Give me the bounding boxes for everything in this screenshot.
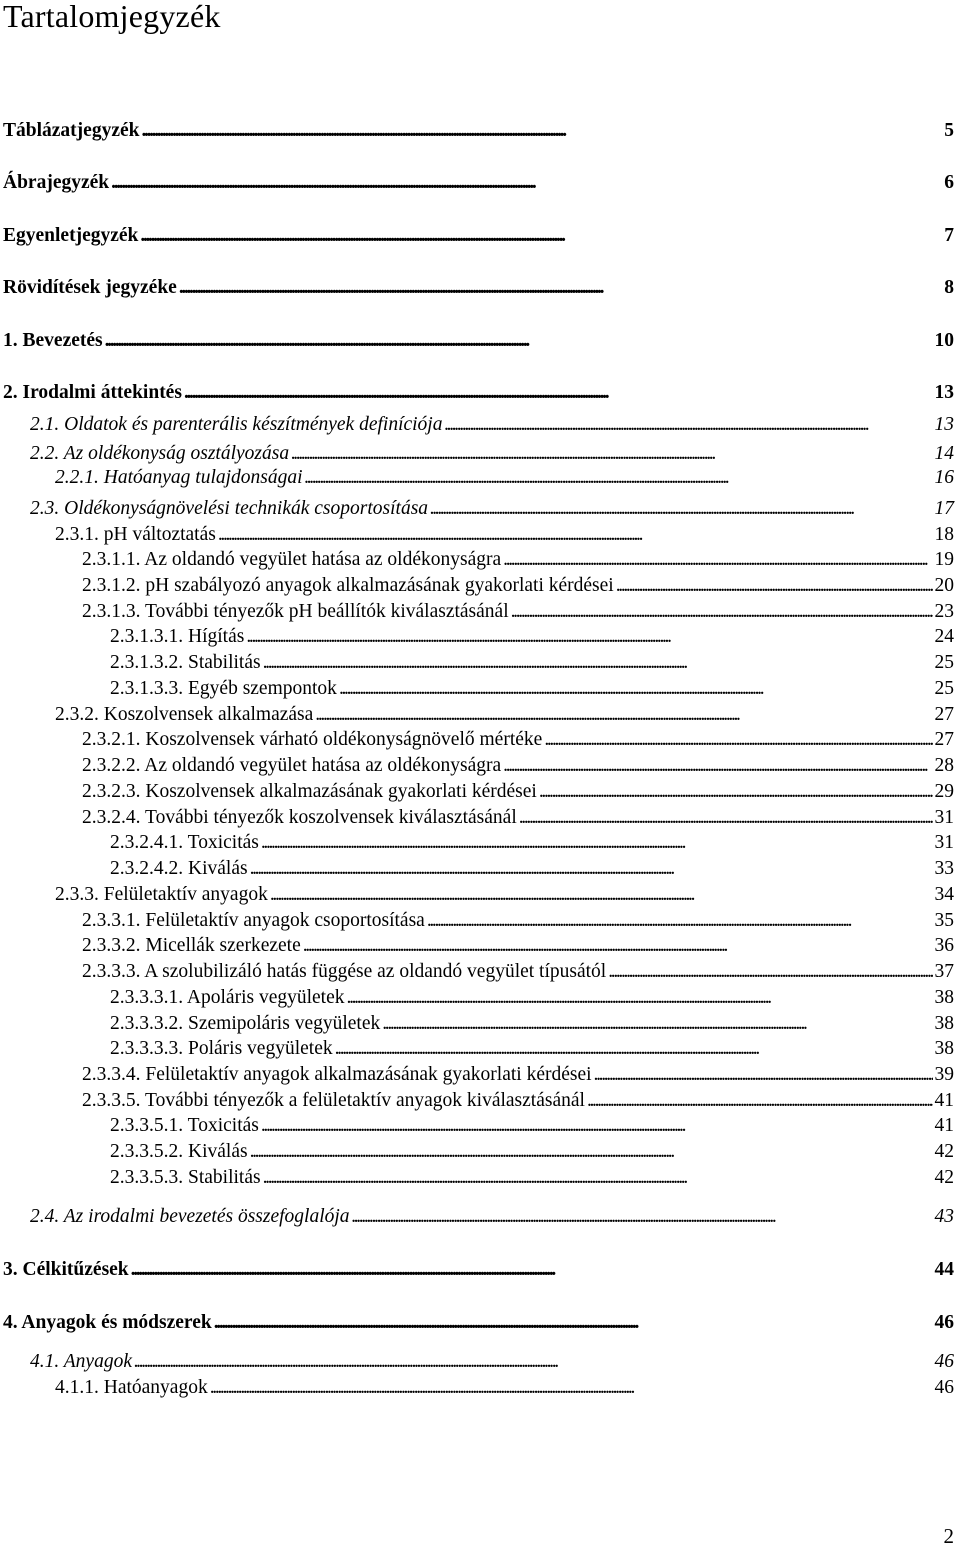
toc-entry[interactable] bbox=[0, 754, 960, 778]
toc-entry[interactable] bbox=[0, 1258, 960, 1282]
toc-leader-dots bbox=[503, 548, 932, 572]
toc-entry[interactable] bbox=[0, 1311, 960, 1335]
toc-leader-dots bbox=[134, 1350, 933, 1374]
toc-entry-label: 2.3.3.5.3. Stabilitás bbox=[110, 1167, 261, 1188]
toc-leader-dots bbox=[261, 1114, 933, 1138]
toc-entry-label: 2.3.2. Koszolvensek alkalmazása bbox=[55, 704, 314, 725]
toc-entry[interactable] bbox=[0, 625, 960, 649]
page-number: 2 bbox=[943, 1524, 954, 1548]
toc-entry-page: 6 bbox=[944, 172, 954, 193]
toc-entry[interactable] bbox=[0, 883, 960, 907]
toc-entry-page: 38 bbox=[934, 1013, 954, 1034]
toc-entry-label: 2.1. Oldatok és parenterális készítmények definíciója bbox=[30, 414, 443, 435]
toc-leader-dots bbox=[261, 831, 933, 855]
toc-entry[interactable] bbox=[0, 1205, 960, 1229]
toc-leader-dots bbox=[339, 677, 933, 701]
toc-leader-dots bbox=[305, 466, 933, 490]
toc-entry-label: 4.1. Anyagok bbox=[30, 1351, 132, 1372]
page-title: Tartalomjegyzék bbox=[3, 0, 221, 34]
toc-leader-dots bbox=[352, 1205, 933, 1229]
toc-entry-page: 29 bbox=[934, 781, 954, 802]
toc-entry-label: Ábrajegyzék bbox=[3, 172, 110, 193]
toc-entry-page: 37 bbox=[934, 961, 954, 982]
toc-leader-dots bbox=[111, 171, 942, 195]
toc-entry-page: 41 bbox=[934, 1115, 954, 1136]
toc-entry[interactable] bbox=[0, 600, 960, 624]
toc-entry-label: Egyenletjegyzék bbox=[3, 225, 139, 246]
toc-leader-dots bbox=[594, 1063, 933, 1087]
toc-entry-label: 2.3.1. pH változtatás bbox=[55, 524, 216, 545]
toc-entry[interactable] bbox=[0, 1350, 960, 1374]
toc-entry-page: 27 bbox=[934, 729, 954, 750]
toc-entry-page: 38 bbox=[934, 1038, 954, 1059]
toc-entry[interactable] bbox=[0, 728, 960, 752]
toc-entry[interactable] bbox=[0, 1012, 960, 1036]
toc-entry-page: 39 bbox=[934, 1064, 954, 1085]
toc-entry-label: 2.3. Oldékonyságnövelési technikák csoportosítása bbox=[30, 498, 429, 519]
toc-entry[interactable] bbox=[0, 1037, 960, 1061]
toc-entry-page: 43 bbox=[934, 1206, 954, 1227]
toc-entry-label: 2.3.2.4.2. Kiválás bbox=[110, 858, 248, 879]
toc-entry-label: 2.2. Az oldékonyság osztályozása bbox=[30, 443, 290, 464]
toc-entry-page: 13 bbox=[934, 382, 954, 403]
toc-entry-page: 10 bbox=[934, 330, 954, 351]
toc-leader-dots bbox=[210, 1376, 933, 1400]
toc-entry-page: 23 bbox=[934, 601, 954, 622]
toc-entry[interactable] bbox=[0, 224, 960, 248]
toc-entry[interactable] bbox=[0, 831, 960, 855]
toc-entry[interactable] bbox=[0, 857, 960, 881]
toc-entry-page: 13 bbox=[934, 414, 954, 435]
toc-entry-page: 34 bbox=[934, 884, 954, 905]
toc-entry-label: 2.3.3.5.1. Toxicitás bbox=[110, 1115, 259, 1136]
toc-entry-page: 20 bbox=[934, 575, 954, 596]
toc-entry-label: 2.3.1.3.3. Egyéb szempontok bbox=[110, 678, 337, 699]
toc-entry[interactable] bbox=[0, 442, 960, 466]
toc-leader-dots bbox=[263, 1166, 933, 1190]
toc-entry-label: 2.3.2.4.1. Toxicitás bbox=[110, 832, 259, 853]
toc-leader-dots bbox=[291, 442, 932, 466]
toc-leader-dots bbox=[544, 728, 932, 752]
toc-entry-page: 42 bbox=[934, 1141, 954, 1162]
toc-leader-dots bbox=[511, 600, 933, 624]
toc-leader-dots bbox=[608, 960, 932, 984]
toc-entry[interactable] bbox=[0, 677, 960, 701]
toc-entry[interactable] bbox=[0, 548, 960, 572]
toc-leader-dots bbox=[184, 381, 933, 405]
toc-leader-dots bbox=[270, 883, 933, 907]
toc-entry[interactable] bbox=[0, 986, 960, 1010]
toc-entry-label: 2.3.1.3.2. Stabilitás bbox=[110, 652, 261, 673]
toc-leader-dots bbox=[250, 1140, 933, 1164]
toc-entry-page: 36 bbox=[934, 935, 954, 956]
toc-entry-label: 2.3.1.2. pH szabályozó anyagok alkalmazásának gyakorlati kérdései bbox=[82, 575, 614, 596]
toc-entry-label: 1. Bevezetés bbox=[3, 330, 103, 351]
toc-entry-label: 2.3.3.5.2. Kiválás bbox=[110, 1141, 248, 1162]
toc-leader-dots bbox=[616, 574, 933, 598]
toc-entry-page: 38 bbox=[934, 987, 954, 1008]
toc-entry[interactable] bbox=[0, 574, 960, 598]
toc-entry-label: 2.3.2.2. Az oldandó vegyület hatása az oldékonyságra bbox=[82, 755, 502, 776]
toc-entry[interactable] bbox=[0, 780, 960, 804]
toc-entry[interactable] bbox=[0, 1166, 960, 1190]
toc-entry[interactable] bbox=[0, 497, 960, 521]
toc-entry-label: Rövidítések jegyzéke bbox=[3, 277, 177, 298]
toc-entry[interactable] bbox=[0, 909, 960, 933]
toc-entry-label: 2.3.1.3.1. Hígítás bbox=[110, 626, 245, 647]
toc-entry-page: 42 bbox=[934, 1167, 954, 1188]
toc-entry-page: 28 bbox=[934, 755, 954, 776]
toc-leader-dots bbox=[141, 119, 942, 143]
toc-entry-label: 2.4. Az irodalmi bevezetés összefoglalója bbox=[30, 1206, 350, 1227]
toc-leader-dots bbox=[140, 224, 942, 248]
toc-entry[interactable] bbox=[0, 960, 960, 984]
toc-leader-dots bbox=[131, 1258, 933, 1282]
toc-entry-label: 2.3.3.4. Felületaktív anyagok alkalmazásának gyakorlati kérdései bbox=[82, 1064, 592, 1085]
toc-entry[interactable] bbox=[0, 1063, 960, 1087]
toc-entry-page: 14 bbox=[934, 443, 954, 464]
toc-entry-label: 2.3.3.1. Felületaktív anyagok csoportosítása bbox=[82, 910, 425, 931]
toc-entry[interactable] bbox=[0, 1376, 960, 1400]
toc-entry[interactable] bbox=[0, 276, 960, 300]
toc-entry-page: 5 bbox=[944, 120, 954, 141]
toc-entry-label: 2.3.3.3.2. Szemipoláris vegyületek bbox=[110, 1013, 381, 1034]
toc-entry-page: 31 bbox=[934, 832, 954, 853]
toc-leader-dots bbox=[382, 1012, 932, 1036]
toc-leader-dots bbox=[519, 806, 933, 830]
toc-entry[interactable] bbox=[0, 703, 960, 727]
toc-leader-dots bbox=[179, 276, 942, 300]
toc-leader-dots bbox=[427, 909, 933, 933]
toc-entry-page: 27 bbox=[934, 704, 954, 725]
toc-entry-page: 46 bbox=[934, 1312, 954, 1333]
toc-entry-label: 2.2.1. Hatóanyag tulajdonságai bbox=[55, 467, 303, 488]
toc-entry-page: 7 bbox=[944, 225, 954, 246]
toc-leader-dots bbox=[587, 1089, 933, 1113]
toc-leader-dots bbox=[315, 703, 932, 727]
toc-leader-dots bbox=[105, 329, 933, 353]
toc-entry-label: 2.3.1.1. Az oldandó vegyület hatása az oldékonyságra bbox=[82, 549, 502, 570]
toc-entry-page: 8 bbox=[944, 277, 954, 298]
toc-entry[interactable] bbox=[0, 1140, 960, 1164]
toc-entry-page: 16 bbox=[934, 467, 954, 488]
toc-leader-dots bbox=[250, 857, 933, 881]
toc-entry[interactable] bbox=[0, 466, 960, 490]
toc-entry[interactable] bbox=[0, 1114, 960, 1138]
toc-entry-label: 2.3.1.3. További tényezők pH beállítók kiválasztásánál bbox=[82, 601, 509, 622]
toc-entry-page: 17 bbox=[934, 498, 954, 519]
toc-entry-label: 2.3.3.3. A szolubilizáló hatás függése az oldandó vegyület típusától bbox=[82, 961, 607, 982]
toc-leader-dots bbox=[430, 497, 932, 521]
toc-entry-page: 46 bbox=[934, 1351, 954, 1372]
toc-entry-page: 24 bbox=[934, 626, 954, 647]
toc-entry-page: 33 bbox=[934, 858, 954, 879]
toc-leader-dots bbox=[263, 651, 933, 675]
toc-entry-page: 35 bbox=[934, 910, 954, 931]
toc-entry-label: 2.3.3.2. Micellák szerkezete bbox=[82, 935, 301, 956]
toc-entry[interactable] bbox=[0, 651, 960, 675]
toc-entry-label: Táblázatjegyzék bbox=[3, 120, 140, 141]
toc-entry-page: 44 bbox=[934, 1259, 954, 1280]
toc-leader-dots bbox=[347, 986, 933, 1010]
toc-entry-page: 19 bbox=[934, 549, 954, 570]
toc-entry-label: 2.3.3.3.1. Apoláris vegyületek bbox=[110, 987, 345, 1008]
toc-entry-page: 31 bbox=[934, 807, 954, 828]
toc-entry-page: 41 bbox=[934, 1090, 954, 1111]
toc-entry[interactable] bbox=[0, 119, 960, 143]
toc-leader-dots bbox=[303, 934, 933, 958]
toc-entry-label: 4.1.1. Hatóanyagok bbox=[55, 1377, 208, 1398]
toc-entry[interactable] bbox=[0, 1089, 960, 1113]
toc-entry[interactable] bbox=[0, 523, 960, 547]
toc-entry-page: 25 bbox=[934, 652, 954, 673]
toc-leader-dots bbox=[214, 1311, 933, 1335]
toc-entry-label: 2. Irodalmi áttekintés bbox=[3, 382, 182, 403]
toc-entry[interactable] bbox=[0, 806, 960, 830]
toc-leader-dots bbox=[503, 754, 932, 778]
toc-leader-dots bbox=[246, 625, 932, 649]
toc-entry-label: 2.3.2.1. Koszolvensek várható oldékonyságnövelő mértéke bbox=[82, 729, 543, 750]
toc-entry-page: 18 bbox=[934, 524, 954, 545]
toc-entry[interactable] bbox=[0, 413, 960, 437]
toc-leader-dots bbox=[335, 1037, 933, 1061]
toc-entry-label: 2.3.2.4. További tényezők koszolvensek kiválasztásánál bbox=[82, 807, 517, 828]
toc-entry-page: 25 bbox=[934, 678, 954, 699]
toc-entry-label: 2.3.2.3. Koszolvensek alkalmazásának gyakorlati kérdései bbox=[82, 781, 537, 802]
toc-entry[interactable] bbox=[0, 329, 960, 353]
toc-entry[interactable] bbox=[0, 171, 960, 195]
toc-leader-dots bbox=[539, 780, 933, 804]
toc-leader-dots bbox=[444, 413, 932, 437]
toc-entry[interactable] bbox=[0, 934, 960, 958]
toc-entry-label: 2.3.3. Felületaktív anyagok bbox=[55, 884, 268, 905]
toc-entry-label: 3. Célkitűzések bbox=[3, 1259, 129, 1280]
toc-entry-label: 2.3.3.5. További tényezők a felületaktív anyagok kiválasztásánál bbox=[82, 1090, 585, 1111]
toc-entry[interactable] bbox=[0, 381, 960, 405]
toc-entry-page: 46 bbox=[934, 1377, 954, 1398]
toc-entry-label: 4. Anyagok és módszerek bbox=[3, 1312, 212, 1333]
toc-entry-label: 2.3.3.3.3. Poláris vegyületek bbox=[110, 1038, 333, 1059]
toc-leader-dots bbox=[218, 523, 933, 547]
